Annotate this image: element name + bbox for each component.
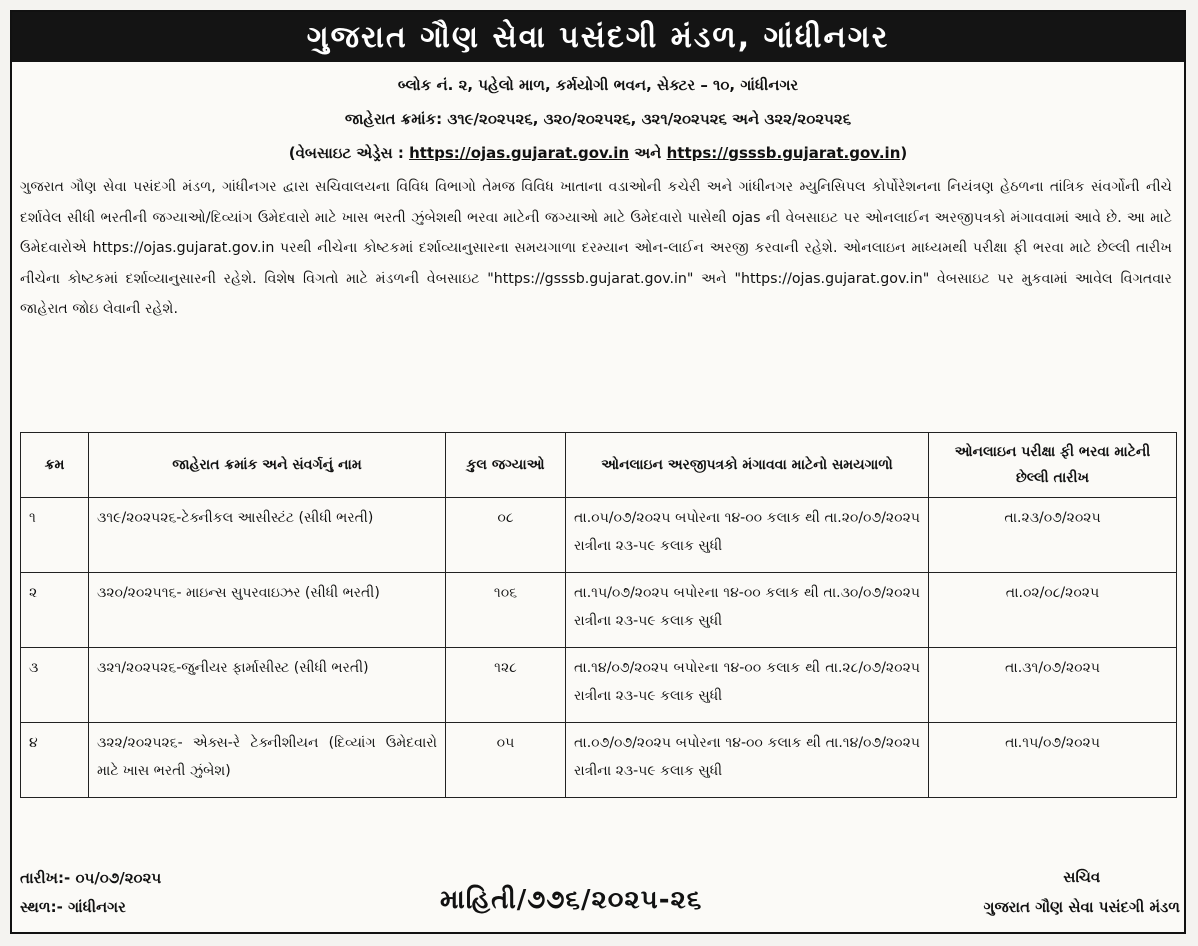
notice-place: સ્થળ:- ગાંધીનગર	[20, 898, 126, 916]
row-window: તા.૧૪/૦૭/૨૦૨૫ બપોરના ૧૪-૦૦ કલાક થી તા.૨૮/૦૭/૨૦૨૫ રાત્રીના ૨૩-૫૯ કલાક સુધી	[566, 648, 929, 723]
header-posts: કુલ જગ્યાઓ	[446, 433, 566, 498]
row-post-name: ૩૨૨/૨૦૨૫૨૬- એક્સ-રે ટેક્નીશીયન (દિવ્યાંગ ઉમેદવારો માટે ખાસ ભરતી ઝુંબેશ)	[89, 723, 446, 798]
recruitment-table	[20, 432, 1177, 798]
row-post-name: ૩૧૯/૨૦૨૫૨૬-ટેક્નીકલ આસીસ્ટંટ (સીધી ભરતી)	[89, 498, 446, 573]
row-no: ૩	[21, 648, 89, 723]
header-name: જાહેરાત ક્રમાંક અને સંવર્ગનું નામ	[89, 433, 446, 498]
signature-block	[984, 862, 1181, 922]
notice-date: તારીખ:- ૦૫/૦૭/૨૦૨૫	[20, 869, 162, 887]
office-address: બ્લોક નં. ૨, પહેલો માળ, કર્મયોગી ભવન, સેક્ટર – ૧૦, ગાંધીનગર	[397, 76, 799, 94]
row-posts: ૦૮	[446, 498, 566, 573]
row-fee-date: તા.૧૫/૦૭/૨૦૨૫	[929, 723, 1177, 798]
website-suffix: )	[900, 144, 908, 162]
website-prefix: (વેબસાઇટ એડ્રેસ :	[288, 144, 404, 162]
notice-page	[10, 10, 1186, 934]
signatory-organization: ગુજરાત ગૌણ સેવા પસંદગી મંડળ	[983, 898, 1180, 916]
table-row	[21, 648, 1177, 723]
advertisement-numbers: જાહેરાત ક્રમાંક: ૩૧૯/૨૦૨૫૨૬, ૩૨૦/૨૦૨૫૨૬, ૩૨૧/૨૦૨૫૨૬ અને ૩૨૨/૨૦૨૫૨૬	[344, 110, 852, 128]
row-post-name: ૩૨૦/૨૦૨૫૧૬- માઇન્સ સુપરવાઇઝર (સીધી ભરતી)	[89, 573, 446, 648]
table-row	[21, 573, 1177, 648]
row-window: તા.૦૭/૦૭/૨૦૨૫ બપોરના ૧૪-૦૦ કલાક થી તા.૧૪/૦૭/૨૦૨૫ રાત્રીના ૨૩-૫૯ કલાક સુધી	[566, 723, 929, 798]
row-post-name: ૩૨૧/૨૦૨૫૨૬-જુનીયર ફાર્માસીસ્ટ (સીધી ભરતી)	[89, 648, 446, 723]
row-fee-date: તા.૩૧/૦૭/૨૦૨૫	[929, 648, 1177, 723]
row-fee-date: તા.૦૨/૦૮/૨૦૨૫	[929, 573, 1177, 648]
website-and: અને	[634, 144, 662, 162]
row-posts: ૦૫	[446, 723, 566, 798]
gsssb-link[interactable]: https://gsssb.gujarat.gov.in	[666, 144, 901, 162]
table-row	[21, 498, 1177, 573]
notice-paragraph: ગુજરાત ગૌણ સેવા પસંદગી મંડળ, ગાંધીનગર દ્વારા સચિવાલયના વિવિધ વિભાગો તેમજ વિવિધ ખાતાના વડાઓની કચેરી અને ગાંધીનગર મ્યુનિસિપલ કોર્પોરેશનના નિયંત્રણ હેઠળના તાંત્રિક સંવર્ગોની નીચે દર્શાવેલ સીધી ભરતીની જગ્યાઓ/દિવ્યાંગ ઉમેદવારો માટે ખાસ ભરતી ઝુંબેશથી ભરવા માટેની જગ્યાઓ માટે ઉમેદવારો પાસેથી ojas ની વેબસાઇટ પર ઓનલાઈન અરજીપત્રકો મંગાવવામાં આવે છે. આ માટે ઉમેદવારોએ https://ojas.gujarat.gov.in પરથી નીચેના કોષ્ટકમાં દર્શાવ્યાનુસારના સમયગાળા દરમ્યાન ઓન-લાઈન અરજી કરવાની રહેશે. ઓનલાઇન માધ્યમથી પરીક્ષા ફી ભરવા માટે છેલ્લી તારીખ નીચેના કોષ્ટકમાં દર્શાવ્યાનુસારની રહેશે. વિશેષ વિગતો માટે મંડળની વેબસાઇટ "https://gsssb.gujarat.gov.in" અને "https://ojas.gujarat.gov.in" વેબસાઇટ પર મુકવામાં આવેલ વિગતવાર જાહેરાત જોઇ લેવાની રહેશે.	[20, 179, 1172, 317]
row-fee-date: તા.૨૩/૦૭/૨૦૨૫	[929, 498, 1177, 573]
row-no: ૨	[21, 573, 89, 648]
row-no: ૪	[21, 723, 89, 798]
table-header-row	[21, 433, 1177, 498]
page-title: ગુજરાત ગૌણ સેવા પસંદગી મંડળ, ગાંધીનગર	[12, 12, 1184, 62]
row-posts: ૧૨૮	[446, 648, 566, 723]
row-window: તા.૦૫/૦૭/૨૦૨૫ બપોરના ૧૪-૦૦ કલાક થી તા.૨૦/૦૭/૨૦૨૫ રાત્રીના ૨૩-૫૯ કલાક સુધી	[566, 498, 929, 573]
row-posts: ૧૦૬	[446, 573, 566, 648]
header-window: ઓનલાઇન અરજીપત્રકો મંગાવવા માટેનો સમયગાળો	[566, 433, 929, 498]
row-no: ૧	[21, 498, 89, 573]
footer-date-place	[20, 864, 161, 922]
table-row	[21, 723, 1177, 798]
ojas-link[interactable]: https://ojas.gujarat.gov.in	[409, 144, 630, 162]
row-window: તા.૧૫/૦૭/૨૦૨૫ બપોરના ૧૪-૦૦ કલાક થી તા.૩૦/૦૭/૨૦૨૫ રાત્રીના ૨૩-૫૯ કલાક સુધી	[566, 573, 929, 648]
header-no: ક્રમ	[21, 433, 89, 498]
signatory-title: સચિવ	[1063, 868, 1101, 886]
header-fee-date: ઓનલાઇન પરીક્ષા ફી ભરવા માટેની છેલ્લી તારીખ	[929, 433, 1177, 498]
info-reference-number: માહિતી/૭૭૬/૨૦૨૫-૨૬	[440, 885, 703, 915]
website-line	[12, 136, 1184, 170]
